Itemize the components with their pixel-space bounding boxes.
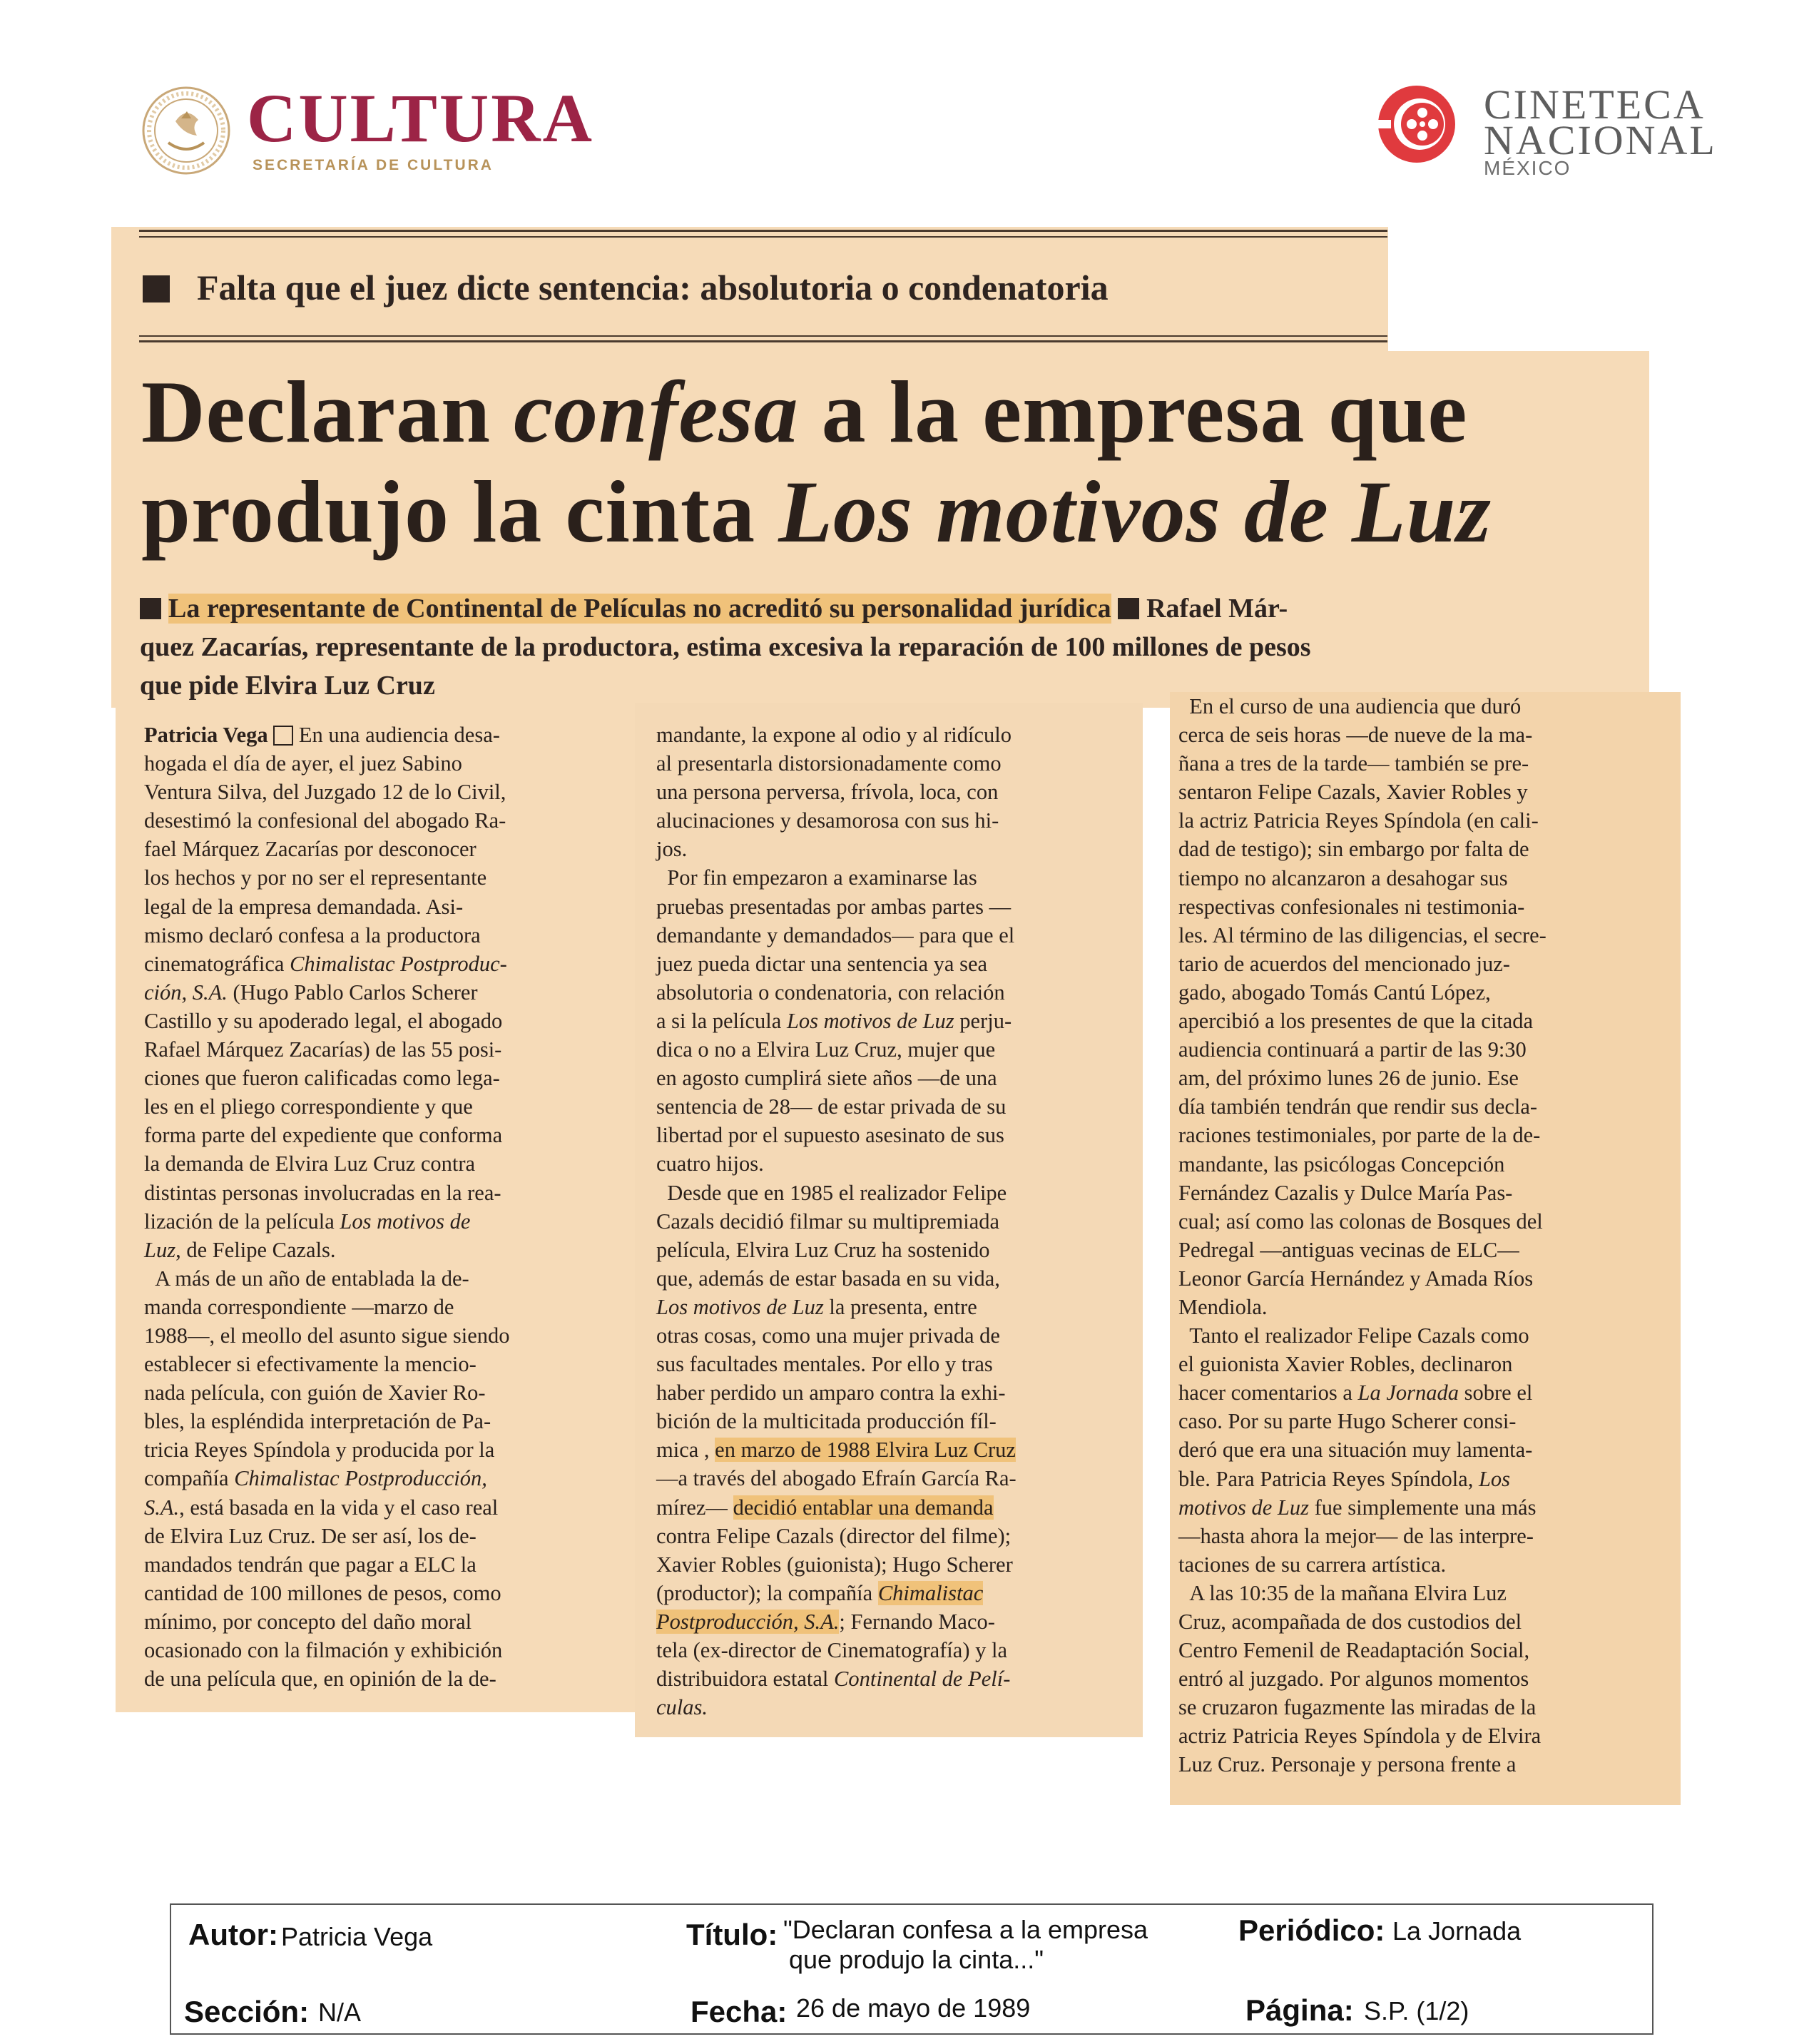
kicker-rule-thin — [139, 335, 1387, 337]
text-line: contra Felipe Cazals (director del filme); — [656, 1523, 1012, 1548]
pagina-label: Página: — [1245, 1993, 1354, 2027]
fecha-value: 26 de mayo de 1989 — [796, 1993, 1031, 2023]
text-line: ñana a tres de la tarde— también se pre- — [1178, 751, 1529, 776]
top-rule-thin — [139, 236, 1387, 238]
text-line: —hasta ahora la mejor— de las interpre- — [1178, 1523, 1534, 1548]
text-line: les en el pliego correspondiente y que — [144, 1094, 473, 1119]
text-line: 1988—, el meollo del asunto sigue siendo — [144, 1323, 510, 1348]
text-span: a si la película — [656, 1008, 787, 1033]
italic-span: Los motivos de — [340, 1209, 471, 1234]
top-rule — [139, 230, 1387, 232]
text-span: Por fin empezaron a examinarse las — [667, 865, 977, 890]
text-line — [656, 1179, 1136, 1207]
text-line — [1178, 1493, 1668, 1522]
text-line: libertad por el supuesto asesinato de sus — [656, 1123, 1004, 1148]
italic-span: Chimalistac — [877, 1580, 984, 1605]
text-line: dica o no a Elvira Luz Cruz, mujer que — [656, 1037, 996, 1062]
text-line: Pedregal —antiguas vecinas de ELC— — [1178, 1237, 1519, 1262]
text-line: cantidad de 100 millones de pesos, como — [144, 1580, 501, 1605]
text-line: al presentarla distorsionadamente como — [656, 751, 1002, 776]
kicker-text: Falta que el juez dicte sentencia: absolutoria o condenatoria — [197, 268, 1109, 307]
text-line: —a través del abogado Efraín García Ra- — [656, 1466, 1017, 1491]
text-line: día también tendrán que rendir sus decla- — [1178, 1094, 1538, 1119]
text-line: gado, abogado Tomás Cantú López, — [1178, 980, 1491, 1005]
cineteca-logo — [1377, 81, 1717, 184]
text-line: haber perdido un amparo contra la exhi- — [656, 1381, 1006, 1405]
text-line: hogada el día de ayer, el juez Sabino — [144, 751, 462, 776]
text-line — [656, 863, 1136, 892]
cultura-title: CULTURA — [247, 80, 594, 156]
italic-span: Chimalistac Postproduc- — [290, 951, 507, 976]
kicker-rule — [139, 340, 1387, 342]
italic-span: Los — [1478, 1466, 1511, 1491]
text-line: raciones testimoniales, por parte de la de- — [1178, 1123, 1541, 1148]
text-line: de una película que, en opinión de la de- — [144, 1667, 496, 1692]
cineteca-line1: CINETECA — [1484, 81, 1706, 128]
text-line — [656, 1693, 1136, 1722]
cultura-subtitle: SECRETARÍA DE CULTURA — [253, 157, 494, 173]
text-line — [1178, 1378, 1668, 1407]
text-line — [144, 1464, 622, 1493]
subhead-line1 — [140, 589, 1631, 628]
highlight-span: decidió entablar una demanda — [733, 1495, 994, 1520]
text-line: tela (ex-director de Cinematografía) y la — [656, 1638, 1007, 1662]
text-line: cerca de seis horas —de nueve de la ma- — [1178, 723, 1533, 748]
text-line — [144, 1236, 622, 1264]
periodico-label: Periódico: — [1238, 1913, 1385, 1947]
text-line: jos. — [656, 837, 688, 862]
text-span: lización de la película — [144, 1209, 340, 1234]
text-line: entró al juzgado. Por algunos momentos — [1178, 1667, 1529, 1692]
text-line: les. Al término de las diligencias, el secre- — [1178, 922, 1547, 947]
text-line: fael Márquez Zacarías por desconocer — [144, 837, 477, 862]
text-line: cuatro hijos. — [656, 1151, 764, 1176]
text-line: bles, la espléndida interpretación de Pa- — [144, 1409, 491, 1434]
text-line: sus facultades mentales. Por ello y tras — [656, 1352, 993, 1377]
text-line: tario de acuerdos del mencionado juz- — [1178, 951, 1510, 976]
text-line: sentaron Felipe Cazals, Xavier Robles y — [1178, 780, 1528, 805]
pagina-value: S.P. (1/2) — [1364, 1996, 1469, 2025]
text-line: dad de testigo); sin embargo por falta de — [1178, 837, 1529, 862]
article-column-1 — [144, 721, 622, 1693]
text-line: manda correspondiente —marzo de — [144, 1294, 454, 1319]
italic-span: La Jornada — [1357, 1381, 1459, 1405]
text-span: , está basada en la vida y el caso real — [179, 1495, 499, 1520]
article-headline — [141, 362, 1661, 562]
text-span: mica , — [656, 1438, 715, 1463]
text-line: demandante y demandados— para que el — [656, 922, 1015, 947]
text-span: la presenta, entre — [823, 1294, 977, 1319]
text-line: la actriz Patricia Reyes Spíndola (en cali- — [1178, 808, 1539, 833]
text-line: nada película, con guión de Xavier Ro- — [144, 1381, 486, 1405]
text-span: En el curso de una audiencia que duró — [1189, 694, 1522, 718]
cineteca-country: MÉXICO — [1484, 157, 1571, 179]
seccion-label: Sección: — [184, 1995, 310, 2028]
text-line: Fernández Cazalis y Dulce María Pas- — [1178, 1180, 1513, 1205]
text-line — [656, 1293, 1136, 1321]
text-line: Rafael Márquez Zacarías) de las 55 posi- — [144, 1037, 502, 1062]
text-span: ble. Para Patricia Reyes Spíndola, — [1178, 1466, 1479, 1491]
text-line: am, del próximo lunes 26 de junio. Ese — [1178, 1066, 1519, 1091]
text-line — [656, 1579, 1136, 1607]
italic-span: motivos de Luz — [1178, 1495, 1309, 1520]
italic-span: Los motivos de Luz — [656, 1294, 824, 1319]
fecha-label: Fecha: — [691, 1995, 788, 2028]
text-line: Mendiola. — [1178, 1294, 1268, 1319]
italic-span: Chimalistac Postproducción, — [234, 1466, 487, 1491]
text-line: juez pueda dictar una sentencia ya sea — [656, 951, 988, 976]
text-line: Cazals decidió filmar su multipremiada — [656, 1209, 1000, 1234]
text-line: Xavier Robles (guionista); Hugo Scherer — [656, 1552, 1013, 1577]
text-span: Tanto el realizador Felipe Cazals como — [1189, 1323, 1529, 1348]
text-line: caso. Por su parte Hugo Scherer consi- — [1178, 1409, 1517, 1434]
text-line — [656, 1607, 1136, 1636]
italic-span: S.A. — [144, 1495, 180, 1520]
text-span: fue simplemente una más — [1309, 1495, 1537, 1520]
box-bullet-icon — [273, 726, 293, 746]
headline-text: Declaran — [141, 363, 514, 461]
film-reel-icon — [1377, 84, 1457, 164]
text-line — [144, 721, 622, 749]
text-line: Castillo y su apoderado legal, el abogado — [144, 1008, 503, 1033]
text-line: una persona perversa, frívola, loca, con — [656, 780, 999, 805]
article-column-3 — [1178, 692, 1668, 1779]
text-line: ciones que fueron calificadas como lega- — [144, 1066, 500, 1091]
metadata-box — [170, 1903, 1654, 2035]
headline-line2 — [141, 462, 1661, 562]
text-line — [656, 1493, 1136, 1522]
byline: Patricia Vega — [144, 723, 268, 747]
autor-label: Autor: — [188, 1918, 278, 1951]
text-line: Centro Femenil de Readaptación Social, — [1178, 1638, 1530, 1663]
seccion-value: N/A — [318, 1998, 362, 2027]
text-line: la demanda de Elvira Luz Cruz contra — [144, 1151, 476, 1176]
text-line: apercibió a los presentes de que la citada — [1178, 1009, 1534, 1034]
text-span: En una audiencia desa- — [293, 723, 500, 747]
titulo-value-line1: "Declaran confesa a la empresa — [783, 1915, 1148, 1944]
text-line: bición de la multicitada producción fíl- — [656, 1409, 997, 1434]
text-span: (Hugo Pablo Carlos Scherer — [227, 980, 478, 1005]
text-line: los hechos y por no ser el representante — [144, 865, 487, 890]
headline-line1 — [141, 362, 1661, 462]
text-line: mandante, la expone al odio y al ridículo — [656, 723, 1012, 747]
text-line: audiencia continuará a partir de las 9:30 — [1178, 1037, 1527, 1062]
headline-text: produjo la cinta — [141, 463, 779, 561]
text-line: otras cosas, como una mujer privada de — [656, 1323, 1000, 1348]
text-line — [144, 1493, 622, 1522]
italic-span: Continental de Pelí- — [834, 1667, 1011, 1692]
bullet-square-icon — [143, 275, 170, 302]
text-span: perju- — [954, 1008, 1012, 1033]
text-line — [1178, 692, 1668, 721]
article-kicker — [143, 270, 1109, 305]
cineteca-title — [1484, 81, 1717, 163]
text-line — [656, 1435, 1136, 1464]
subhead-line2: quez Zacarías, representante de la productora, estima excesiva la reparación de 100 millones de pesos — [140, 632, 1311, 662]
text-line: Cruz, acompañada de dos custodios del — [1178, 1610, 1522, 1634]
text-line — [144, 1207, 622, 1236]
text-span: compañía — [144, 1466, 235, 1491]
text-span: Desde que en 1985 el realizador Felipe — [667, 1180, 1007, 1205]
text-span: A las 10:35 de la mañana Elvira Luz — [1189, 1580, 1507, 1605]
text-line: tiempo no alcanzaron a desahogar sus — [1178, 865, 1508, 890]
subhead-line3: que pide Elvira Luz Cruz — [140, 671, 435, 701]
titulo-value-line2: que produjo la cinta..." — [789, 1945, 1044, 1974]
text-span: A más de un año de entablada la de- — [155, 1266, 469, 1291]
headline-text: a la empresa que — [798, 363, 1468, 461]
text-line: sentencia de 28— de estar privada de su — [656, 1094, 1007, 1119]
text-line: tricia Reyes Spíndola y producida por la — [144, 1438, 495, 1463]
text-line: legal de la empresa demandada. Asi- — [144, 894, 464, 919]
italic-span: Luz — [144, 1237, 176, 1262]
text-line — [144, 1264, 622, 1293]
bullet-square-icon — [140, 598, 161, 619]
text-line — [656, 1664, 1136, 1693]
bullet-square-icon — [1118, 598, 1139, 619]
text-span: distribuidora estatal — [656, 1667, 835, 1692]
text-line: taciones de su carrera artística. — [1178, 1552, 1447, 1577]
article-subheading — [140, 589, 1631, 705]
autor-value: Patricia Vega — [281, 1922, 433, 1951]
text-line: desestimó la confesional del abogado Ra- — [144, 808, 506, 833]
text-span: , de Felipe Cazals. — [175, 1237, 336, 1262]
text-line: absolutoria o condenatoria, con relación — [656, 980, 1005, 1005]
text-line: deró que era una situación muy lamenta- — [1178, 1438, 1533, 1463]
periodico-value: La Jornada — [1392, 1916, 1522, 1946]
text-line: cual; así como las colonas de Bosques del — [1178, 1209, 1543, 1234]
titulo-label: Título: — [686, 1918, 778, 1951]
text-line: mandados tendrán que pagar a ELC la — [144, 1552, 477, 1577]
text-line: Leonor García Hernández y Amada Ríos — [1178, 1266, 1534, 1291]
text-line — [1178, 1321, 1668, 1350]
text-line: forma parte del expediente que conforma — [144, 1123, 503, 1148]
text-line: mismo declaró confesa a la productora — [144, 922, 481, 947]
cultura-logo — [140, 80, 611, 184]
text-line: mínimo, por concepto del daño moral — [144, 1609, 472, 1634]
text-line — [144, 978, 622, 1007]
text-line: Ventura Silva, del Juzgado 12 de lo Civil, — [144, 780, 506, 805]
text-line: de Elvira Luz Cruz. De ser así, los de- — [144, 1523, 477, 1548]
text-line: se cruzaron fugazmente las miradas de la — [1178, 1695, 1537, 1720]
mexican-seal-icon — [140, 84, 233, 177]
subhead-text: Rafael Már- — [1146, 594, 1288, 624]
text-line: ocasionado con la filmación y exhibición — [144, 1638, 503, 1662]
article-column-2 — [656, 721, 1136, 1722]
text-span: hacer comentarios a — [1178, 1381, 1358, 1405]
headline-italic: confesa — [514, 363, 799, 461]
italic-span: Los motivos de Luz — [786, 1008, 954, 1033]
cineteca-line2: NACIONAL — [1484, 117, 1717, 163]
text-line: que, además de estar basada en su vida, — [656, 1266, 1000, 1291]
text-line: respectivas confesionales ni testimonia- — [1178, 894, 1525, 919]
text-line: mandante, las psicólogas Concepción — [1178, 1151, 1505, 1176]
text-line: pruebas presentadas por ambas partes — — [656, 894, 1012, 919]
text-span: ; Fernando Maco- — [839, 1609, 995, 1634]
text-span: mírez— — [656, 1495, 733, 1520]
text-line — [1178, 1465, 1668, 1493]
text-span: (productor); la compañía — [656, 1580, 878, 1605]
text-line — [144, 950, 622, 978]
text-line: película, Elvira Luz Cruz ha sostenido — [656, 1237, 990, 1262]
text-line: alucinaciones y desamorosa con sus hi- — [656, 808, 999, 833]
headline-italic: Los motivos de Luz — [778, 463, 1492, 561]
italic-span: ción, S.A. — [144, 980, 228, 1005]
text-span: cinematográfica — [144, 951, 290, 976]
text-line: distintas personas involucradas en la rea- — [144, 1180, 501, 1205]
text-line: en agosto cumplirá siete años —de una — [656, 1066, 997, 1091]
italic-span: Postproducción, S.A. — [656, 1609, 840, 1634]
subhead-highlight: La representante de Continental de Películas no acreditó su personalidad jurídica — [168, 594, 1111, 624]
text-line: actriz Patricia Reyes Spíndola y de Elvira — [1178, 1724, 1542, 1749]
text-line — [656, 1007, 1136, 1035]
text-line: el guionista Xavier Robles, declinaron — [1178, 1352, 1513, 1377]
highlight-span: en marzo de 1988 Elvira Luz Cruz — [715, 1438, 1016, 1463]
text-line: establecer si efectivamente la mencio- — [144, 1352, 477, 1377]
text-line — [1178, 1579, 1668, 1607]
italic-span: culas. — [656, 1695, 708, 1720]
text-span: sobre el — [1459, 1381, 1533, 1405]
text-line: Luz Cruz. Personaje y persona frente a — [1178, 1752, 1517, 1777]
